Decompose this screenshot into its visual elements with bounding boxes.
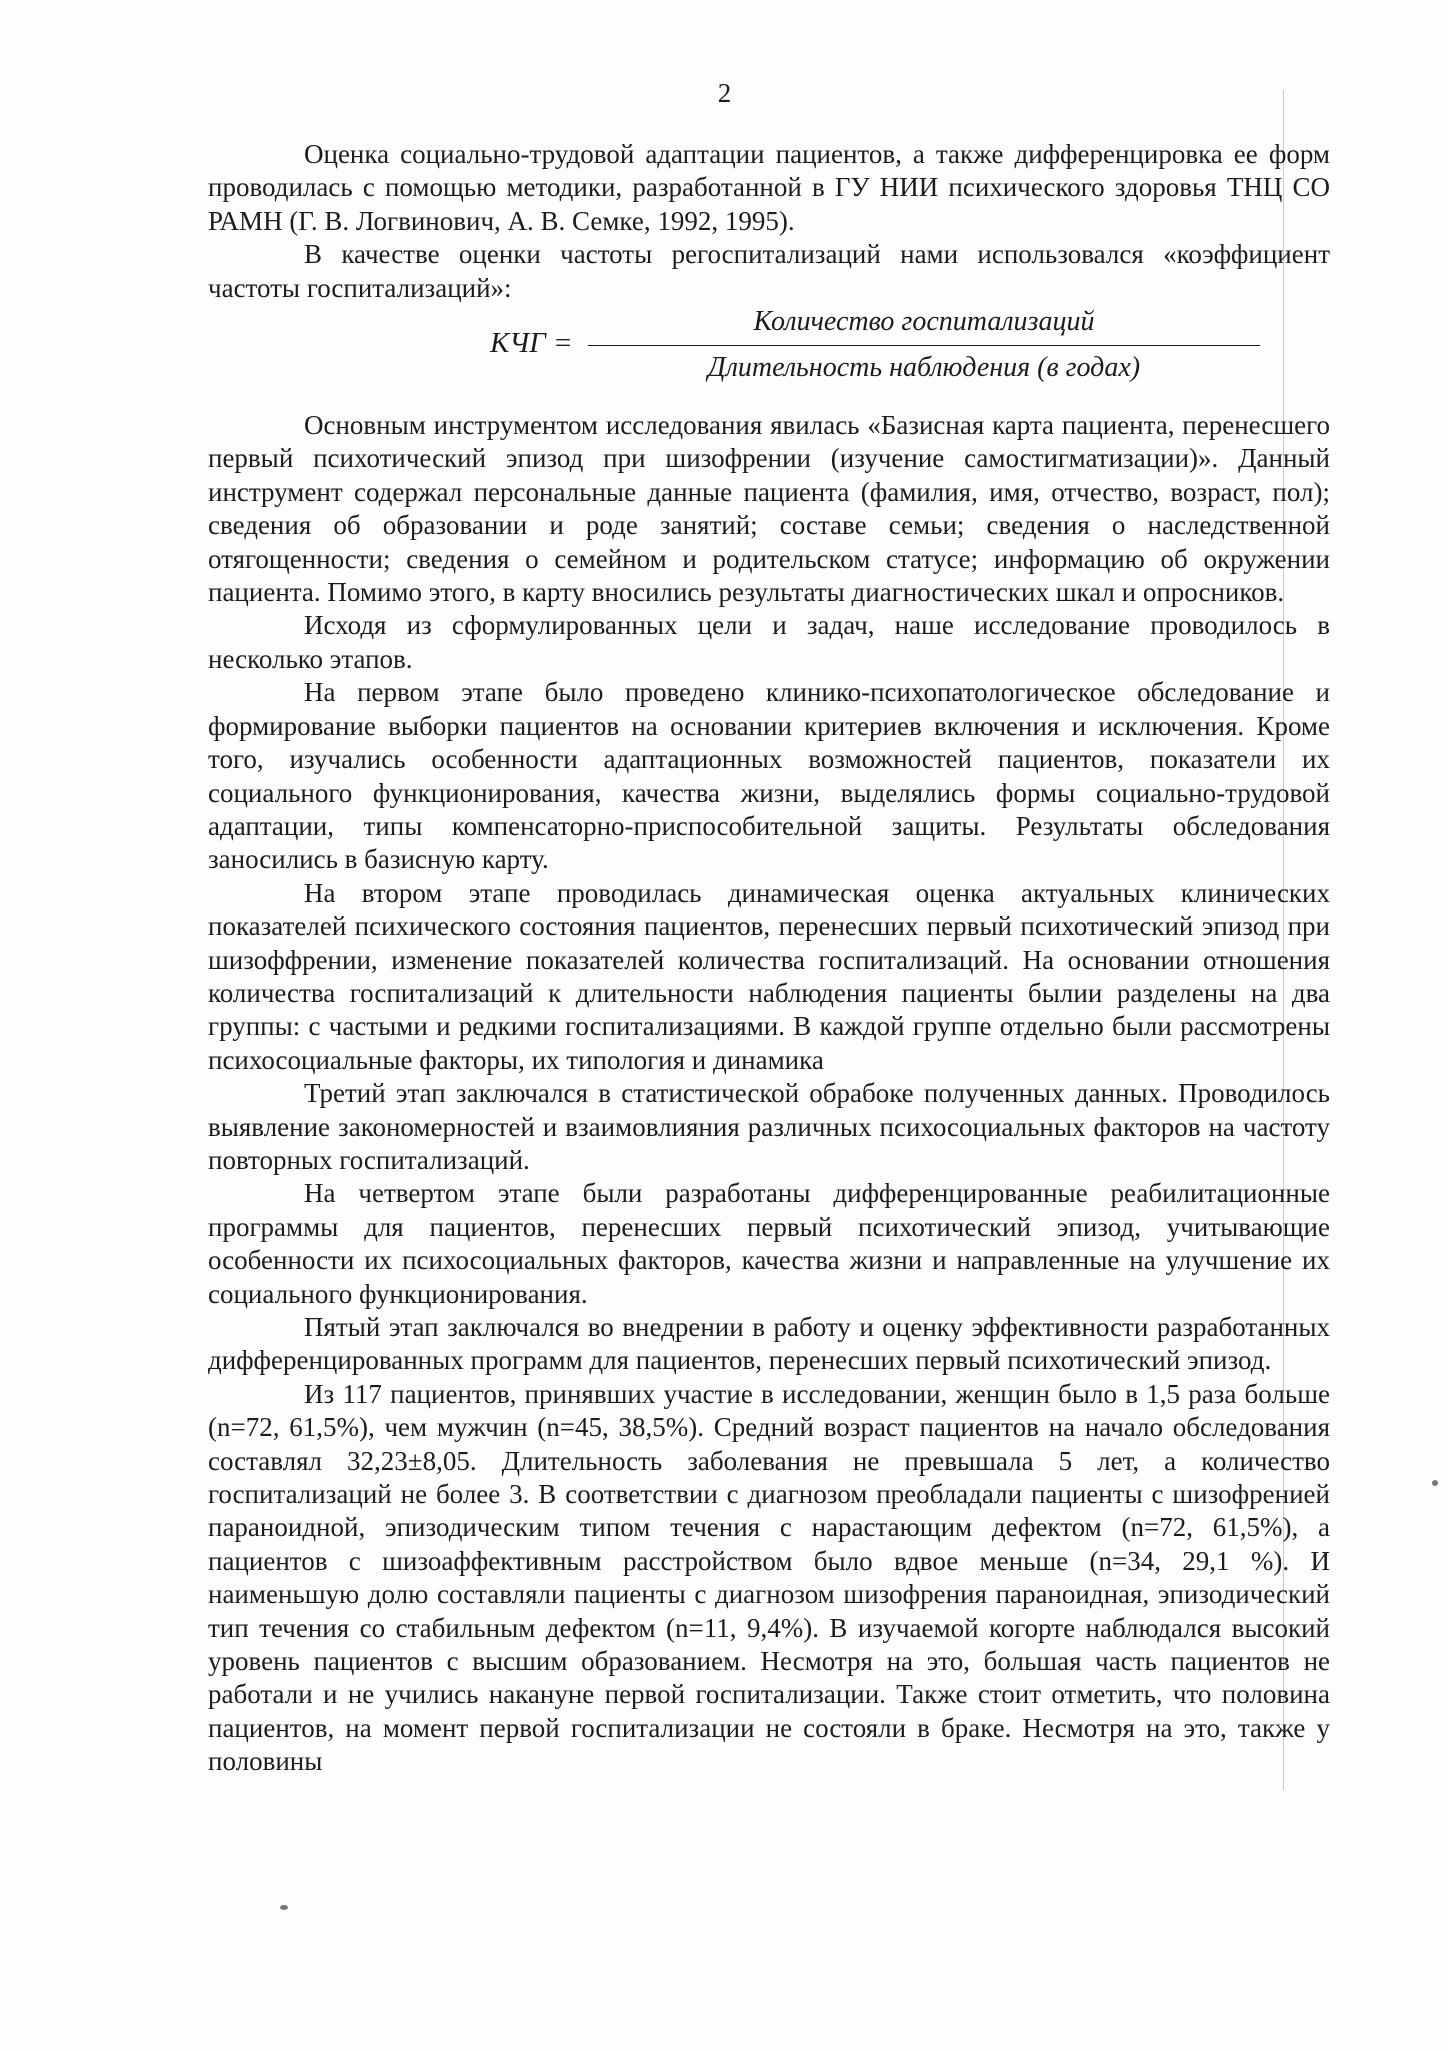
body-text [208, 138, 1330, 1779]
formula-numerator: Количество госпитализаций [753, 306, 1095, 338]
paragraph-7: Третий этап заключался в статистической обрабоке полученных данных. Проводилось выявление закономерностей и взаимовлияния различных психосоциальных факторов на частоту повторных госпитализаций. [208, 1078, 1330, 1175]
paragraph-5: На первом этапе было проведено клинико-психопатологическое обследование и формирование выборки пациентов на основании критериев включения и исключения. Кроме того, изучались особенности адаптационных возможностей пациентов, показатели их социального функционирования, качества жизни, выделялись формы социально-трудовой адаптации, типы компенсаторно-приспособительной защиты. Результаты обследования заносились в базисную карту. [208, 677, 1330, 875]
paragraph-1: Оценка социально-трудовой адаптации пациентов, а также дифференцировка ее форм проводилась с помощью методики, разработанной в ГУ НИИ психического здоровья ТНЦ СО РАМН (Г. В. Логвинович, А. В. Семке, 1992, 1995). [208, 139, 1330, 236]
scan-speck [280, 1905, 288, 1910]
paragraph-2: В качестве оценки частоты регоспитализаций нами использовался «коэффициент частоты госпитализаций»: [208, 239, 1330, 303]
paragraph-3: Основным инструментом исследования явилась «Базисная карта пациента, перенесшего первый психотический эпизод при шизофрении (изучение самостигматизации)». Данный инструмент содержал персональные данные пациента (фамилия, имя, отчество, возраст, пол); сведения об образовании и роде занятий; составе семьи; сведения о наследственной отягощенности; сведения о семейном и родительском статусе; информацию об окружении пациента. Помимо этого, в карту вносились результаты диагностических шкал и опросников. [208, 410, 1330, 608]
paragraph-9: Пятый этап заключался во внедрении в работу и оценку эффективности разработанных дифференцированных программ для пациентов, перенесших первый психотический эпизод. [208, 1312, 1330, 1376]
paragraph-10: Из 117 пациентов, принявших участие в исследовании, женщин было в 1,5 раза больше (n=72, 61,5%), чем мужчин (n=45, 38,5%). Средний возраст пациентов на начало обследования составлял 32,23±8,05. Длительность заболевания не превышала 5 лет, а количество госпитализаций не более 3. В соответствии с диагнозом преобладали пациенты с шизофренией параноидной, эпизодическим типом течения с нарастающим дефектом (n=72, 61,5%), а пациентов с шизоаффективным расстройством было вдвое меньше (n=34, 29,1 %). И наименьшую долю составляли пациенты с диагнозом шизофрения параноидная, эпизодический тип течения со стабильным дефектом (n=11, 9,4%). В изучаемой когорте наблюдался высокий уровень пациентов с высшим образованием. Несмотря на это, большая часть пациентов не работали и не учились накануне первой госпитализации. Также стоит отметить, что половина пациентов, на момент первой госпитализации не состояли в браке. Несмотря на это, также у половины [208, 1378, 1330, 1777]
scan-speck [1432, 1480, 1438, 1486]
paragraph-8: На четвертом этапе были разработаны дифференцированные реабилитационные программы для пациентов, перенесших первый психотический эпизод, учитывающие особенности их психосоциальных факторов, качества жизни и направленные на улучшение их социального функционирования. [208, 1178, 1330, 1309]
page-number: 2 [717, 78, 732, 108]
formula-denominator: Длительность наблюдения (в годах) [707, 352, 1141, 384]
formula-lhs: КЧГ = [490, 327, 573, 360]
formula-kchg [208, 305, 1330, 409]
fraction-bar [588, 345, 1260, 346]
paragraph-6: На втором этапе проводилась динамическая оценка актуальных клинических показателей психического состояния пациентов, перенесших первый психотический эпизод при шизоффрении, изменение показателей количества госпитализаций. На основании отношения количества госпитализаций к длительности наблюдения пациенты былии разделены на два группы: с частыми и редкими госпитализациями. В каждой группе отдельно были рассмотрены психосоциальные факторы, их типология и динамика [208, 877, 1330, 1075]
paragraph-4: Исходя из сформулированных цели и задач, наше исследование проводилось в несколько этапов. [208, 610, 1330, 674]
